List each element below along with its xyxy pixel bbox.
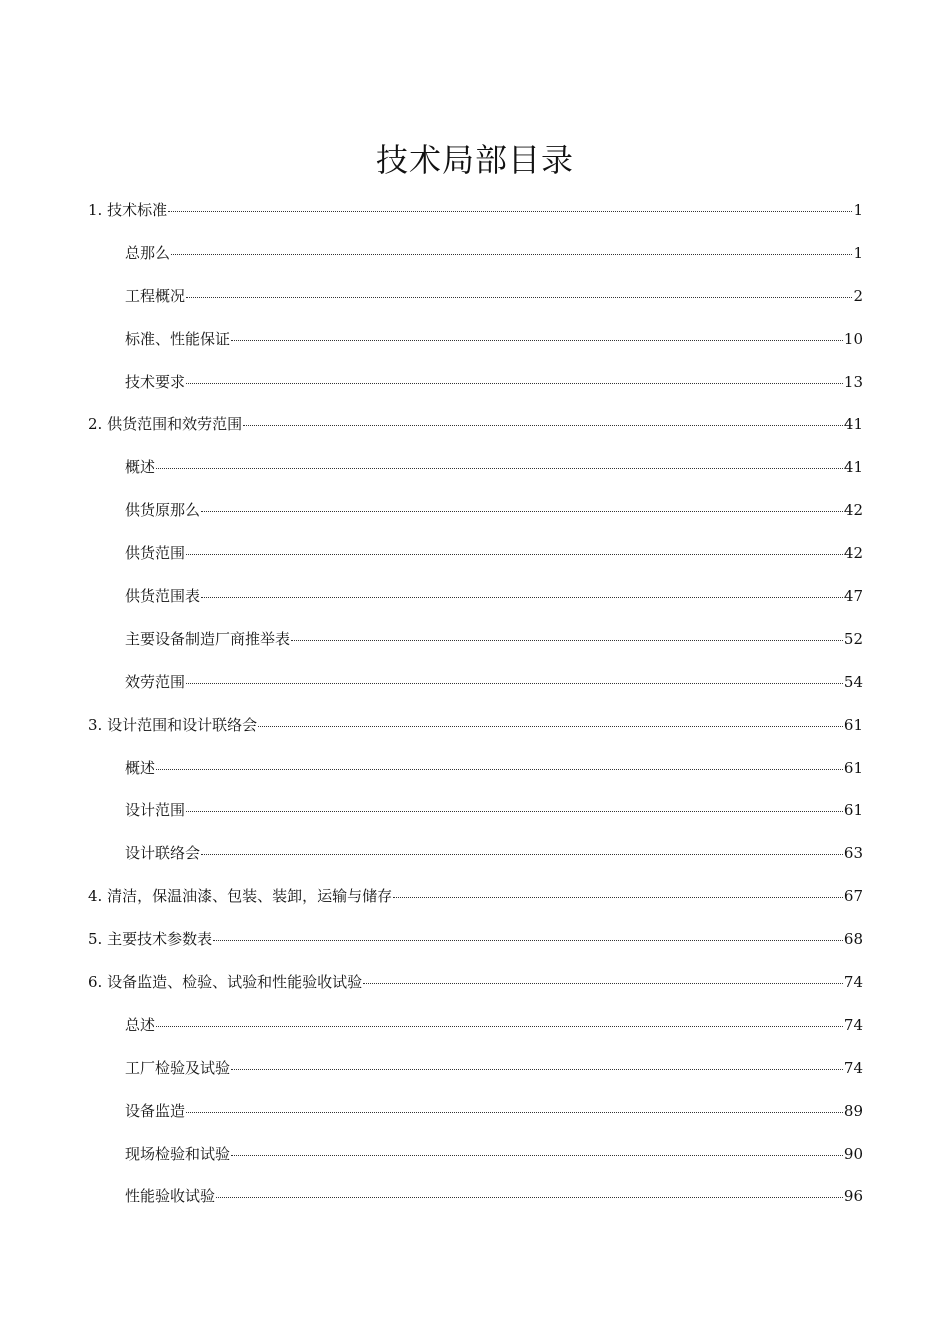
toc-entry-page-number: 89 [843, 1101, 863, 1120]
toc-entry-page-number: 74 [843, 1058, 863, 1077]
toc-entry-page-number: 61 [843, 715, 863, 734]
toc-entry-label: 1. 技术标准 [88, 201, 168, 219]
toc-dot-leader [201, 597, 843, 598]
toc-entry-label: 供货原那么 [125, 501, 201, 520]
toc-section-entry[interactable] [88, 926, 863, 969]
toc-section-entry[interactable] [88, 712, 863, 755]
toc-subentry[interactable] [88, 1055, 863, 1098]
toc-subentry[interactable] [88, 240, 863, 283]
toc-entry-page-number: 10 [843, 329, 863, 348]
toc-dot-leader [156, 468, 843, 469]
table-of-contents [88, 197, 863, 1226]
toc-subentry[interactable] [88, 326, 863, 369]
toc-entry-label: 总那么 [125, 243, 171, 262]
toc-entry-page-number: 42 [843, 544, 863, 563]
toc-entry-page-number: 61 [843, 801, 863, 820]
toc-dot-leader [216, 1197, 843, 1198]
toc-entry-label: 供货范围 [125, 544, 186, 563]
toc-entry-label: 主要设备制造厂商推举表 [125, 629, 291, 648]
toc-entry-page-number: 63 [843, 844, 863, 863]
toc-subentry[interactable] [88, 1183, 863, 1226]
toc-entry-label: 性能验收试验 [125, 1187, 216, 1206]
toc-dot-leader [213, 940, 843, 941]
toc-subentry[interactable] [88, 454, 863, 497]
toc-entry-page-number: 74 [843, 1015, 863, 1034]
toc-entry-page-number: 54 [843, 672, 863, 691]
toc-dot-leader [186, 683, 843, 684]
toc-subentry[interactable] [88, 283, 863, 326]
toc-entry-page-number: 67 [843, 887, 863, 906]
toc-dot-leader [201, 854, 843, 855]
toc-dot-leader [201, 511, 843, 512]
toc-entry-page-number: 1 [853, 243, 863, 262]
toc-subentry[interactable] [88, 669, 863, 712]
toc-entry-page-number: 41 [843, 415, 863, 434]
toc-entry-page-number: 41 [843, 458, 863, 477]
toc-entry-page-number: 1 [853, 201, 863, 219]
toc-entry-label: 5. 主要技术参数表 [88, 930, 213, 949]
toc-section-entry[interactable] [88, 969, 863, 1012]
toc-section-entry[interactable] [88, 197, 863, 240]
toc-entry-label: 现场检验和试验 [125, 1144, 231, 1163]
toc-subentry[interactable] [88, 755, 863, 798]
toc-entry-page-number: 90 [843, 1144, 863, 1163]
toc-entry-label: 2. 供货范围和效劳范围 [88, 415, 243, 434]
toc-entry-label: 设计范围 [125, 801, 186, 820]
toc-dot-leader [186, 1112, 843, 1113]
toc-entry-label: 设备监造 [125, 1101, 186, 1120]
toc-entry-label: 概述 [125, 758, 156, 777]
toc-entry-label: 概述 [125, 458, 156, 477]
toc-dot-leader [363, 983, 843, 984]
toc-entry-label: 6. 设备监造、检验、试验和性能验收试验 [88, 973, 363, 992]
toc-dot-leader [231, 340, 843, 341]
toc-entry-label: 效劳范围 [125, 672, 186, 691]
page-title: 技术局部目录 [375, 141, 574, 179]
toc-subentry[interactable] [88, 497, 863, 540]
toc-dot-leader [186, 383, 843, 384]
toc-subentry[interactable] [88, 369, 863, 412]
toc-entry-page-number: 61 [843, 758, 863, 777]
toc-entry-page-number: 42 [843, 501, 863, 520]
toc-entry-label: 3. 设计范围和设计联络会 [88, 715, 258, 734]
toc-dot-leader [156, 1026, 843, 1027]
toc-entry-label: 工厂检验及试验 [125, 1058, 231, 1077]
toc-entry-page-number: 74 [843, 973, 863, 992]
toc-entry-page-number: 52 [843, 629, 863, 648]
toc-entry-label: 设计联络会 [125, 844, 201, 863]
toc-entry-page-number: 47 [843, 587, 863, 606]
toc-entry-label: 工程概况 [125, 286, 186, 305]
toc-entry-page-number: 2 [853, 286, 863, 305]
toc-section-entry[interactable] [88, 883, 863, 926]
toc-dot-leader [393, 897, 843, 898]
toc-dot-leader [231, 1069, 843, 1070]
toc-entry-page-number: 13 [843, 372, 863, 391]
toc-entry-page-number: 68 [843, 930, 863, 949]
toc-section-entry[interactable] [88, 411, 863, 454]
toc-entry-label: 技术要求 [125, 372, 186, 391]
toc-subentry[interactable] [88, 797, 863, 840]
toc-entry-label: 标准、性能保证 [125, 329, 231, 348]
toc-entry-label: 供货范围表 [125, 587, 201, 606]
toc-dot-leader [243, 425, 843, 426]
toc-subentry[interactable] [88, 583, 863, 626]
toc-subentry[interactable] [88, 1012, 863, 1055]
toc-subentry[interactable] [88, 1098, 863, 1141]
toc-dot-leader [186, 811, 843, 812]
toc-entry-page-number: 96 [843, 1187, 863, 1206]
toc-dot-leader [168, 211, 852, 212]
toc-entry-label: 总述 [125, 1015, 156, 1034]
toc-subentry[interactable] [88, 840, 863, 883]
toc-dot-leader [258, 726, 843, 727]
toc-dot-leader [291, 640, 843, 641]
toc-dot-leader [171, 254, 852, 255]
toc-entry-label: 4. 清洁，保温油漆、包装、装卸，运输与储存 [88, 887, 393, 906]
toc-dot-leader [186, 554, 843, 555]
toc-subentry[interactable] [88, 540, 863, 583]
toc-dot-leader [231, 1155, 843, 1156]
toc-dot-leader [156, 769, 843, 770]
toc-subentry[interactable] [88, 1141, 863, 1184]
toc-dot-leader [186, 297, 852, 298]
toc-subentry[interactable] [88, 626, 863, 669]
